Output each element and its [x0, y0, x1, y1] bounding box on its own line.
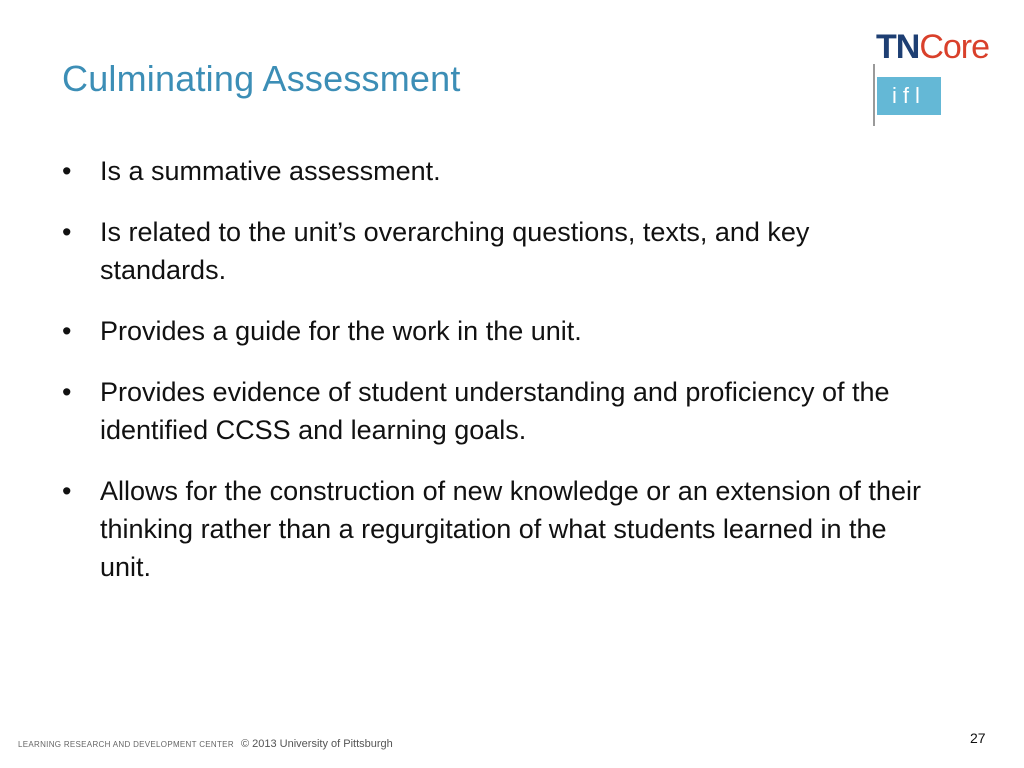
- bullet-item: [62, 373, 932, 449]
- tncore-wordmark: [876, 28, 989, 67]
- bullet-marker: •: [62, 377, 72, 407]
- bullet-text: Allows for the construction of new knowledge or an extension of their thinking rather than a regurgitation of what students learned in the unit.: [100, 476, 921, 582]
- bullet-text: Is related to the unit’s overarching questions, texts, and key standards.: [100, 217, 810, 285]
- bullet-marker: •: [62, 156, 72, 186]
- bullet-item: [62, 152, 932, 190]
- bullet-item: [62, 472, 932, 586]
- footer-copyright: © 2013 University of Pittsburgh: [240, 738, 393, 750]
- bullet-list: [62, 152, 932, 609]
- logo-tn-text: TN: [876, 28, 920, 66]
- slide-title: Culminating Assessment: [62, 58, 461, 99]
- bullet-item: [62, 213, 932, 289]
- logo-core-text: Core: [919, 28, 990, 66]
- page-number: 27: [970, 730, 986, 746]
- bullet-text: Is a summative assessment.: [100, 156, 441, 186]
- bullet-marker: •: [62, 217, 72, 247]
- footer-org: LEARNING RESEARCH AND DEVELOPMENT CENTER: [18, 740, 234, 749]
- bullet-text: Provides a guide for the work in the unit.: [100, 316, 582, 346]
- bullet-text: Provides evidence of student understanding and proficiency of the identified CCSS and learning goals.: [100, 377, 890, 445]
- bullet-marker: •: [62, 476, 72, 506]
- bullet-item: [62, 312, 932, 350]
- tncore-ifl-logo: [872, 26, 1012, 130]
- logo-ifl-box: ifl: [877, 77, 941, 115]
- bullet-marker: •: [62, 316, 72, 346]
- footer: [18, 738, 393, 750]
- logo-divider: [873, 64, 875, 126]
